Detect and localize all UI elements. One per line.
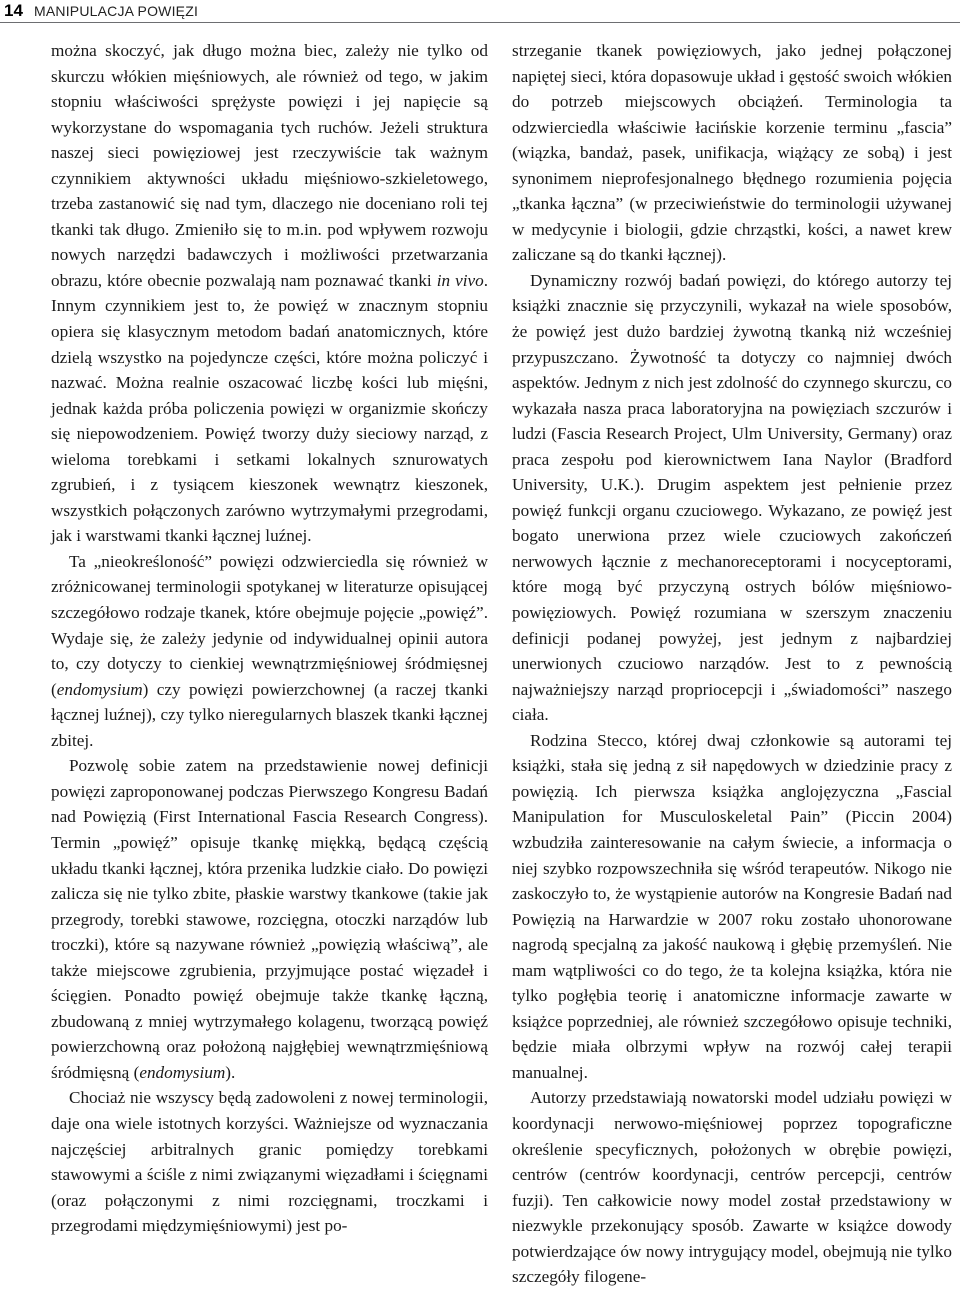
paragraph: strzeganie tkanek powięziowych, jako jednej połączonej napiętej sieci, która dopasowuje układ i gęstość swoich włókien do potrzeb miejscowych obciążeń. Terminologia ta odzwierciedla właściwie łacińskie korzenie terminu „fascia” (wiązka, bandaż, pasek, unifikacja, wiążący ze sobą) i jest synonimem nieprofesjonalnego błędnego rozumienia pojęcia „tkanka łączna” (w przeciwieństwie do terminologii używanej w medycynie i biologii, gdzie chrząstki, kości, a nawet krew zaliczane są do tkanki łącznej). [512,41,952,265]
paragraph: Ta „nieokreśloność” powięzi odzwierciedla się również w zróżnicowanej terminologii spotykanej w literaturze opisującej szczegółowo rodzaje tkanek, które obejmuje pojęcie „powięź”. Wydaje się, że zależy jedynie od indywidualnej opinii autora to, czy dotyczy to cienkiej wewnątrzmięśniowej śródmięsnej (endomysium) czy powięzi powierzchownej (a raczej tkanki łącznej luźnej), czy tylko nieregularnych blaszek tkanki łącznej zbitej. [51,551,488,750]
paragraph: Dynamiczny rozwój badań powięzi, do którego autorzy tej książki znacznie się przyczynili, wykazał na wiele sposobów, że powięź jest dużo bardziej żywotną tkanką niż wcześniej przypuszczano. Żywotność ta dotyczy co najmniej dwóch aspektów. Jednym z nich jest zdolność do czynnego skurczu, co wykazała nasza praca laboratoryjna na powięziach szczurów i ludzi (Fascia Research Project, Ulm University, Germany) oraz praca zespołu pod kierownictwem Iana Naylor (Bradford University, U.K.). Drugim aspektem jest pełnienie przez powięź funkcji organu czuciowego. Wykazano, ze powięź jest bogato unerwiona przez wiele czuciowych zakończeń nerwowych łącznie z mechanoreceptorami i nocyceptorami, które mogą być przyczyną ostrych bólów mięśniowo-powięziowych. Powięź rozumiana w szerszym znaczeniu definicji podanej powyżej, jest jednym z najbardziej unerwionych czuciowo narządów. Jest to z pewnością najważniejszy narząd propriocepcji i „świadomości” naszego ciała. [512,270,952,725]
paragraph: Pozwolę sobie zatem na przedstawienie nowej definicji powięzi zaproponowanej podczas Pierwszego Kongresu Badań nad Powięzią (First International Fascia Research Congress). Termin „powięź” opisuje tkankę miękką, będącą częścią układu tkanki łącznej, która przenika ludzkie ciało. Do powięzi zalicza się nie tylko zbite, płaskie warstwy tkankowe (takie jak przegrody, torebki stawowe, rozcięgna, otoczki narządów lub troczki), które są nazywane również „powięzią właściwą”, ale także miejscowe zgrubienia, przyjmujące postać więzadeł i ścięgien. Ponadto powięź obejmuje także tkankę łączną, zbudowaną z mniej wytrzymałego kolagenu, tworzącą powięź powierzchowną oraz położoną najgłębiej wewnątrzmięśniową śródmięsną (endomysium). [51,756,488,1082]
left-column [51,38,488,1239]
paragraph: Autorzy przedstawiają nowatorski model udziału powięzi w koordynacji nerwowo-mięśniowej poprzez topograficzne określenie specyficznych, położonych w obrębie powięzi, centrów (centrów koordynacji, centrów percepcji, centrów fuzji). Ten całkowicie nowy model został przedstawiony w niezwykle przekonujący sposób. Zawarte w książce dowody potwierdzające ów nowy intrygujący model, obejmują nie tylko szczegóły filogene- [512,1088,952,1287]
running-head: MANIPULACJA POWIĘZI [34,3,199,19]
page-number: 14 [4,1,23,20]
paragraph: można skoczyć, jak długo można biec, zależy nie tylko od skurczu włókien mięśniowych, ale również od tego, w jakim stopniu właściwości sprężyste powięzi i jej napięcie są wykorzystane do wspomagania tych ruchów. Jeżeli struktura naszej sieci powięziowej jest rzeczywiście tak ważnym czynnikiem aktywności układu mięśniowo-szkieletowego, trzeba zastanowić się nad tym, dlaczego nie doceniano roli tej tkanki tak długo. Zmieniło się to m.in. pod wpływem rozwoju nowych narzędzi badawczych i możliwości przetwarzania obrazu, które obecnie pozwalają nam poznawać tkanki in vivo. Innym czynnikiem jest to, że powięź w znacznym stopniu opiera się klasycznym metodom badań anatomicznych, które dzielą wszystko na pojedyncze części, które można policzyć i nazwać. Można realnie oszacować liczbę kości lub mięśni, jednak każda próba policzenia powięzi w organizmie skończy się niepowodzeniem. Powięź tworzy duży sieciowy narząd, z wieloma torebkami i setkami lokalnych sznurowatych zgrubień, i z tysiącem kieszonek wewnątrz kieszonek, wszystkich połączonych zarówno wytrzymałymi przegrodami, jak i warstwami tkanki łącznej luźnej. [51,41,488,546]
paragraph: Rodzina Stecco, której dwaj członkowie są autorami tej książki, stała się jedną z sił napędowych w dziedzinie pracy z powięzią. Ich pierwsza książka anglojęzyczna „Fascial Manipulation for Musculoskeletal Pain” (Piccin 2004) wzbudziła zainteresowanie na całym świecie, a informacja o niej szybko rozpowszechniła się wśród terapeutów. Nikogo nie zaskoczyło to, że wystąpienie autorów na Kongresie Badań nad Powięzią na Harwardzie w 2007 roku zostało uhonorowane nagrodą specjalną za jakość naukową i głębię przemyśleń. Nie mam wątpliwości co do tego, że ta kolejna książka, która nie tylko pogłębia teorię i anatomiczne informacje zawarte w książce poprzedniej, ale również szczegółowo opisuje techniki, będzie miała olbrzymi wpływ na rozwój całej terapii manualnej. [512,730,952,1082]
paragraph: Chociaż nie wszyscy będą zadowoleni z nowej terminologii, daje ona wiele istotnych korzyści. Ważniejsze od wyznaczania najczęściej arbitralnych granic pomiędzy torebkami stawowymi a ściśle z nimi związanymi więzadłami i ścięgnami (oraz połączonymi z nimi rozcięgnami, troczkami i przegrodami międzymięśniowymi) jest po- [51,1088,488,1236]
page-header [0,0,960,23]
right-column [512,38,952,1290]
